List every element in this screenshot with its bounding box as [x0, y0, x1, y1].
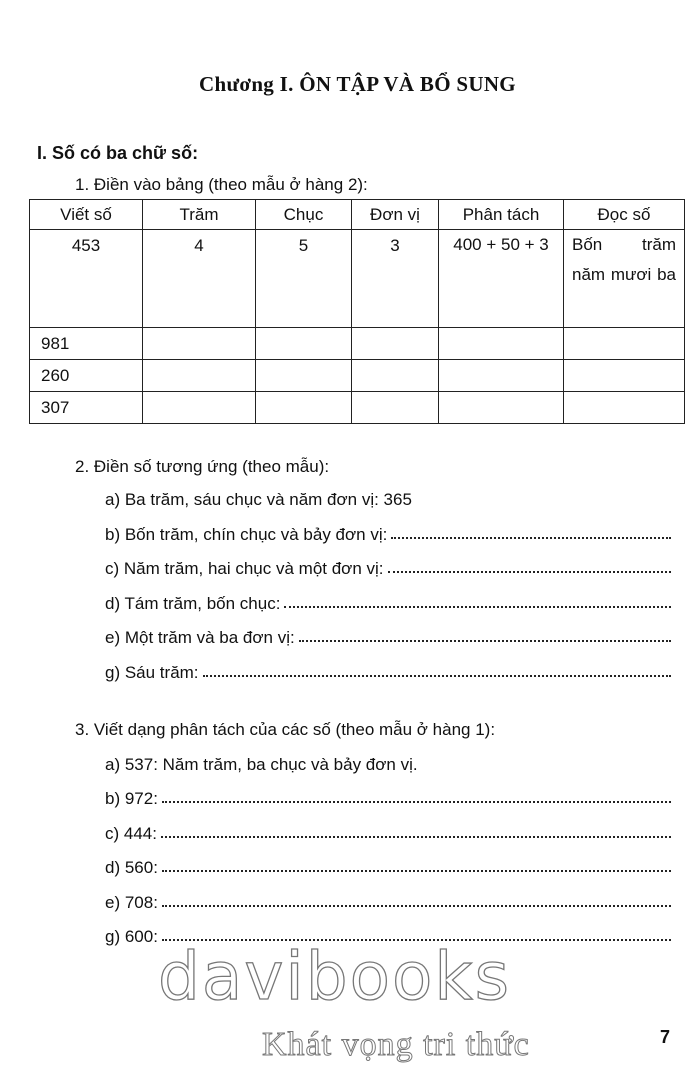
answer-cell[interactable]	[439, 392, 564, 424]
watermark-brand: davibooks	[158, 938, 511, 1015]
header-cell: Đọc số	[564, 200, 685, 230]
answer-cell[interactable]	[352, 392, 439, 424]
item-label: a) 537: Năm trăm, ba chục và bảy đơn vị.	[105, 755, 418, 774]
answer-blank[interactable]	[161, 835, 671, 838]
table-row	[30, 328, 685, 360]
answer-cell[interactable]	[143, 360, 256, 392]
page-number: 7	[660, 1027, 671, 1047]
item-label: d) Tám trăm, bốn chục:	[105, 594, 281, 613]
cell-number: 260	[30, 360, 143, 392]
answer-cell[interactable]	[439, 360, 564, 392]
answer-cell[interactable]	[256, 328, 352, 360]
exercise-2-item	[105, 490, 671, 510]
item-label: b) 972:	[105, 789, 158, 808]
item-label: e) Một trăm và ba đơn vị:	[105, 628, 295, 647]
exercise-3-item	[105, 824, 671, 844]
cell-number: 307	[30, 392, 143, 424]
exercise-2-item	[105, 628, 671, 648]
exercise-2-item	[105, 559, 671, 579]
header-cell: Phân tách	[439, 200, 564, 230]
item-label: g) 600:	[105, 927, 158, 946]
exercise-1-title: 1. Điền vào bảng (theo mẫu ở hàng 2):	[75, 175, 368, 194]
header-cell: Viết số	[30, 200, 143, 230]
answer-cell[interactable]	[352, 360, 439, 392]
answer-blank[interactable]	[162, 904, 671, 907]
answer-cell[interactable]	[256, 392, 352, 424]
header-cell: Đơn vị	[352, 200, 439, 230]
answer-blank[interactable]	[203, 674, 671, 677]
answer-cell[interactable]	[143, 328, 256, 360]
item-label: g) Sáu trăm:	[105, 663, 199, 682]
item-label: d) 560:	[105, 858, 158, 877]
table-header-row	[30, 200, 685, 230]
cell-number: 453	[30, 230, 143, 328]
answer-blank[interactable]	[388, 570, 671, 573]
answer-cell[interactable]	[256, 360, 352, 392]
exercise-3-item	[105, 893, 671, 913]
table-row	[30, 392, 685, 424]
answer-cell[interactable]	[352, 328, 439, 360]
exercise-3-title: 3. Viết dạng phân tách của các số (theo mẫu ở hàng 1):	[75, 720, 496, 739]
section-heading: I. Số có ba chữ số:	[37, 143, 199, 163]
exercise-2-item	[105, 594, 671, 614]
header-cell: Trăm	[143, 200, 256, 230]
answer-blank[interactable]	[299, 639, 671, 642]
exercise-2-item	[105, 525, 671, 545]
item-label: a) Ba trăm, sáu chục và năm đơn vị: 365	[105, 490, 412, 509]
item-label: e) 708:	[105, 893, 158, 912]
answer-cell[interactable]	[439, 328, 564, 360]
table-row	[30, 360, 685, 392]
answer-blank[interactable]	[162, 869, 671, 872]
header-cell: Chục	[256, 200, 352, 230]
answer-cell[interactable]	[143, 392, 256, 424]
item-label: c) 444:	[105, 824, 157, 843]
cell-number: 981	[30, 328, 143, 360]
item-label: b) Bốn trăm, chín chục và bảy đơn vị:	[105, 525, 388, 544]
answer-blank[interactable]	[162, 800, 671, 803]
exercise-2-title: 2. Điền số tương ứng (theo mẫu):	[75, 457, 330, 476]
exercise-2-item	[105, 663, 671, 683]
answer-cell[interactable]	[564, 360, 685, 392]
exercise-3-item	[105, 789, 671, 809]
item-label: c) Năm trăm, hai chục và một đơn vị:	[105, 559, 384, 578]
answer-cell[interactable]	[564, 392, 685, 424]
place-value-table	[29, 199, 685, 424]
exercise-3-item	[105, 858, 671, 878]
cell-tens: 5	[256, 230, 352, 328]
chapter-title: Chương I. ÔN TẬP VÀ BỔ SUNG	[199, 72, 516, 96]
cell-hundreds: 4	[143, 230, 256, 328]
exercise-3-item	[105, 755, 671, 775]
answer-blank[interactable]	[284, 605, 671, 608]
cell-units: 3	[352, 230, 439, 328]
answer-cell[interactable]	[564, 328, 685, 360]
watermark-tagline: Khát vọng tri thức	[262, 1026, 530, 1063]
cell-expansion: 400 + 50 + 3	[439, 230, 564, 328]
table-row-sample	[30, 230, 685, 328]
answer-blank[interactable]	[391, 536, 671, 539]
cell-reading: Bốn trăm năm mươi ba	[564, 230, 685, 328]
